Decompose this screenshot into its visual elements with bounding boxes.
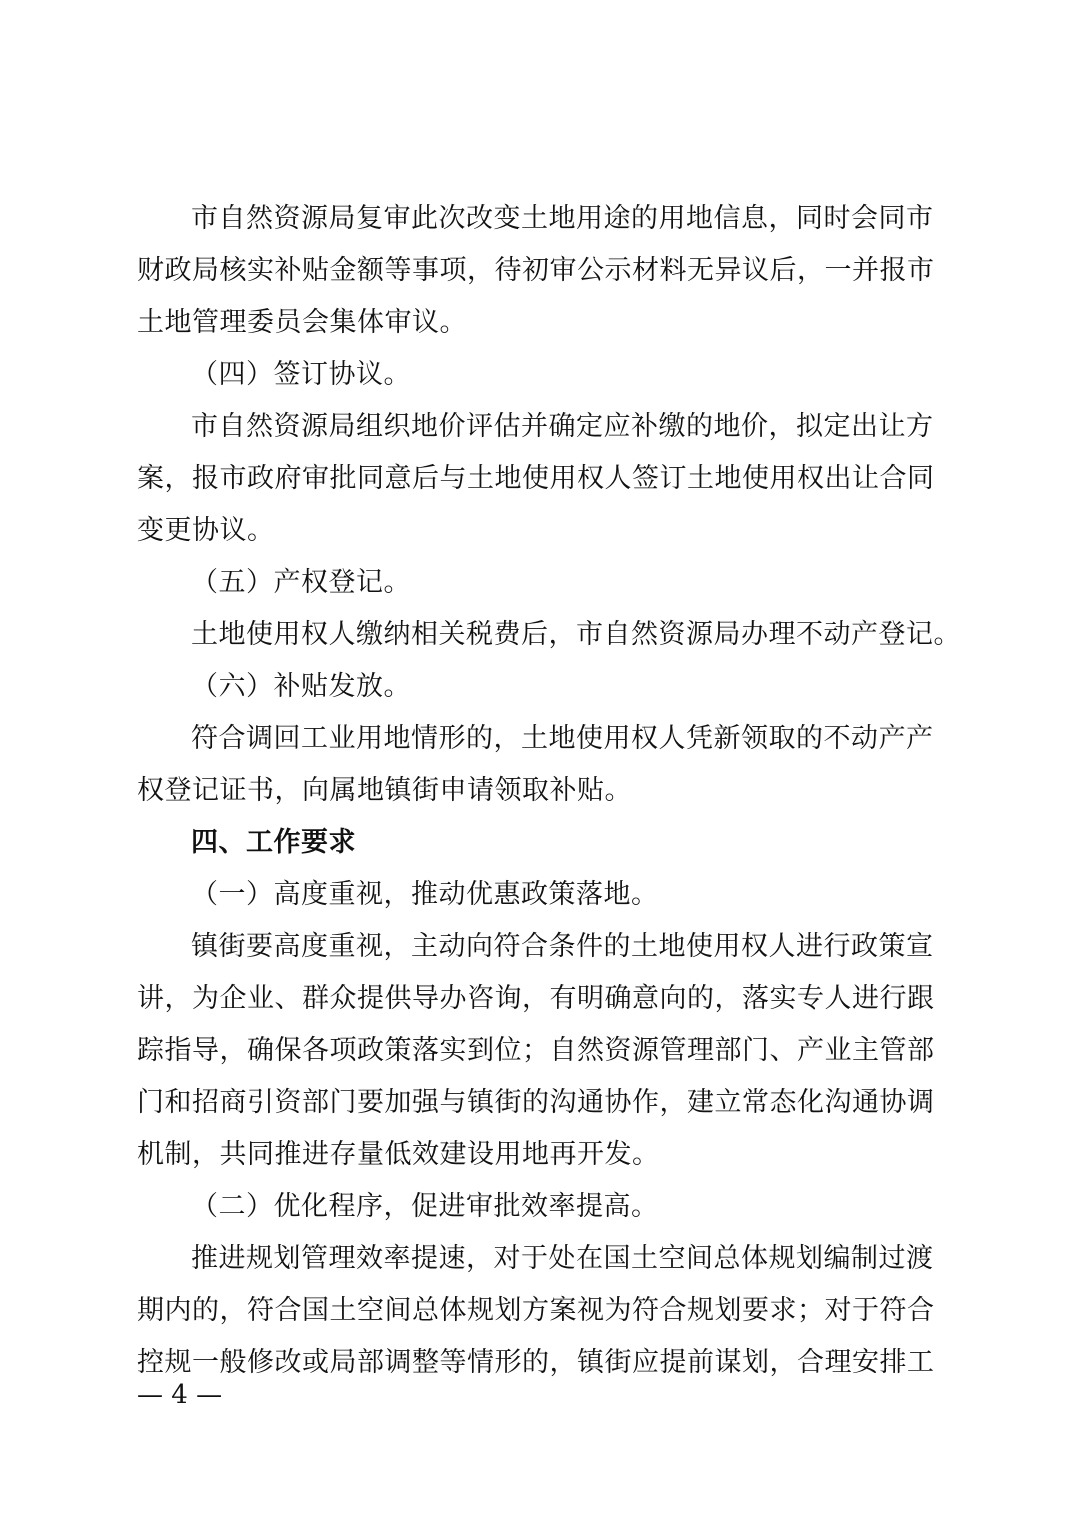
paragraph-line: 市自然资源局复审此次改变土地用途的用地信息，同时会同市 [191, 203, 934, 234]
paragraph-line: 符合调回工业用地情形的，土地使用权人凭新领取的不动产产 [191, 723, 934, 754]
paragraph-line: 土地管理委员会集体审议。 [137, 307, 467, 338]
subheading-subsidy-issuance: （六）补贴发放。 [191, 671, 411, 702]
document-body [137, 193, 961, 1389]
subheading-property-registration: （五）产权登记。 [191, 567, 411, 598]
paragraph-line: 机制，共同推进存量低效建设用地再开发。 [137, 1139, 660, 1170]
paragraph-line: 市自然资源局组织地价评估并确定应补缴的地价，拟定出让方 [191, 411, 934, 442]
section-heading-work-requirements: 四、工作要求 [191, 827, 356, 858]
paragraph-line: 镇街要高度重视，主动向符合条件的土地使用权人进行政策宣 [191, 931, 934, 962]
subheading-high-attention: （一）高度重视，推动优惠政策落地。 [191, 879, 659, 910]
paragraph-line: 期内的，符合国土空间总体规划方案视为符合规划要求；对于符合 [137, 1295, 935, 1326]
paragraph-line: 权登记证书，向属地镇街申请领取补贴。 [137, 775, 632, 806]
paragraph-line: 案，报市政府审批同意后与土地使用权人签订土地使用权出让合同 [137, 463, 935, 494]
paragraph-line: 控规一般修改或局部调整等情形的，镇街应提前谋划，合理安排工 [137, 1347, 935, 1378]
paragraph-line: 变更协议。 [137, 515, 275, 546]
subheading-sign-agreement: （四）签订协议。 [191, 359, 411, 390]
subheading-optimize-procedure: （二）优化程序，促进审批效率提高。 [191, 1191, 659, 1222]
paragraph-line: 门和招商引资部门要加强与镇街的沟通协作，建立常态化沟通协调 [137, 1087, 935, 1118]
paragraph-line: 土地使用权人缴纳相关税费后，市自然资源局办理不动产登记。 [191, 619, 961, 650]
paragraph-line: 财政局核实补贴金额等事项，待初审公示材料无异议后，一并报市 [137, 255, 935, 286]
paragraph-line: 推进规划管理效率提速，对于处在国土空间总体规划编制过渡 [191, 1243, 934, 1274]
page-number: — 4 — [137, 1380, 223, 1410]
paragraph-line: 踪指导，确保各项政策落实到位；自然资源管理部门、产业主管部 [137, 1035, 935, 1066]
paragraph-line: 讲，为企业、群众提供导办咨询，有明确意向的，落实专人进行跟 [137, 983, 935, 1014]
